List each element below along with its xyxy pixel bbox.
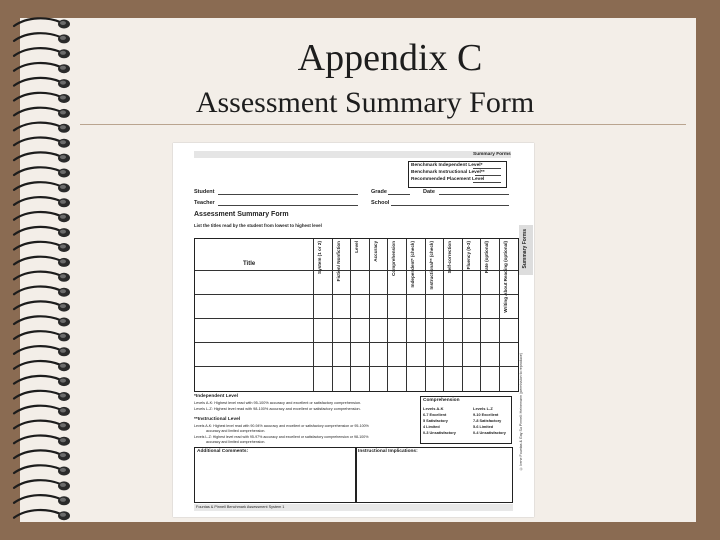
level-independent: Benchmark Independent Level* [411,163,483,168]
side-tab: Summary Forms [519,225,533,275]
spiral-ring [14,421,70,431]
table-column [350,239,370,391]
grade-label: Grade [371,189,387,195]
col-header: Fiction/ Nonfiction [335,241,341,282]
comp-left-4: 0-3 Unsatisfactory [423,431,456,435]
spiral-ring [14,242,70,252]
col-header: Accuracy [372,241,378,262]
teacher-label: Teacher [194,200,215,206]
spiral-ring [14,18,70,28]
instructional-line-3: Levels L-Z: Highest level read with 95-97% accuracy and excellent or satisfactory comprehension or 98-100% [194,435,369,439]
spiral-ring [14,465,70,475]
slide-title: Appendix C [297,37,483,79]
col-header-title: Title [243,261,256,267]
spiral-ring [14,152,70,162]
instructional-line-4: accuracy and limited comprehension. [206,440,266,444]
school-label: School [371,200,390,206]
title-divider [80,124,686,125]
col-header: System (1 or 2) [317,241,322,274]
col-header: Level [354,241,360,253]
spiral-ring [14,167,70,177]
spiral-ring [14,331,70,341]
comp-left-header: Levels A-K [423,406,444,411]
spiral-ring [14,78,70,88]
spiral-binding [0,14,80,524]
comp-right-3: 5-6 Limited [473,425,494,429]
slide-subtitle: Assessment Summary Form [195,86,535,119]
spiral-ring [14,63,70,73]
table-column [369,239,389,391]
spiral-ring [14,257,70,267]
comp-left-1: 6-7 Excellent [423,413,447,417]
form-title: Assessment Summary Form [194,211,289,218]
copyright-note: © Irene Fountas & Gay Su Pinnell: Heinemann (permission to reproduce) [519,353,523,471]
instructional-line-2: accuracy and limited comprehension. [206,429,266,433]
form-header-label: Summary Forms [473,152,511,157]
comp-right-header: Levels L-Z [473,406,493,411]
col-header: Independent* (check) [410,241,415,288]
instructional-implications-label: Instructional Implications: [358,449,418,454]
col-header: Comprehension [391,241,397,276]
spiral-ring [14,316,70,326]
table-column [332,239,352,391]
spiral-ring [14,376,70,386]
spiral-ring [14,272,70,282]
form-instructions: List the titles read by the student from lowest to highest level [194,223,322,228]
spiral-ring [14,138,70,148]
table-column [425,239,445,391]
level-recommended: Recommended Placement Level [411,177,485,182]
spiral-ring [14,480,70,490]
spiral-ring [14,212,70,222]
col-header: Rate (optional) [484,241,490,274]
spiral-ring [14,227,70,237]
form-header-bar [194,151,511,158]
spiral-ring [14,123,70,133]
level-instructional: Benchmark Instructional Level** [411,170,485,175]
table-column [499,239,519,391]
spiral-ring [14,301,70,311]
spiral-ring [14,361,70,371]
additional-comments-label: Additional Comments: [197,449,249,454]
spiral-ring [14,48,70,58]
date-label: Date [423,189,435,195]
comp-left-2: 5 Satisfactory [423,419,448,423]
comp-left-3: 4 Limited [423,425,440,429]
instructional-line-1: Levels A-K: Highest level read with 90-94% accuracy and excellent or satisfactory comprehension or 95-100% [194,424,369,428]
table-column [406,239,426,391]
additional-comments-box [194,447,357,503]
spiral-ring [14,108,70,118]
comp-right-2: 7-8 Satisfactory [473,419,502,423]
spiral-ring [14,197,70,207]
comp-right-1: 9-10 Excellent [473,413,499,417]
spiral-ring [14,436,70,446]
col-header: Instructional** (check) [428,241,434,290]
col-header: Fluency (0-3) [465,241,471,270]
spiral-ring [14,450,70,460]
table-column [462,239,482,391]
spiral-ring [14,33,70,43]
instructional-title: **Instructional Level [194,417,241,422]
independent-line-1: Levels A-K: Highest level read with 95-100% accuracy and excellent or satisfactory comprehension. [194,401,362,405]
spiral-ring [14,287,70,297]
titles-table [194,238,519,392]
col-header: Writing About Reading (optional) [503,241,508,313]
instructional-implications-box [355,447,513,503]
spiral-ring [14,495,70,505]
assessment-form-image [173,143,534,517]
col-header: Self-correction [447,241,453,274]
independent-line-2: Levels L-Z: Highest level read with 98-100% accuracy and excellent or satisfactory comprehension. [194,407,361,411]
comp-right-4: 0-4 Unsatisfactory [473,431,506,435]
spiral-ring [14,93,70,103]
spiral-ring [14,406,70,416]
form-footer: Fountas & Pinnell Benchmark Assessment System 1 [194,504,513,511]
spiral-ring [14,182,70,192]
student-label: Student [194,189,215,195]
spiral-ring [14,510,70,520]
independent-title: *Independent Level [194,394,238,399]
spiral-ring [14,391,70,401]
spiral-ring [14,346,70,356]
table-column [313,239,333,391]
comprehension-title: Comprehension [423,398,460,403]
